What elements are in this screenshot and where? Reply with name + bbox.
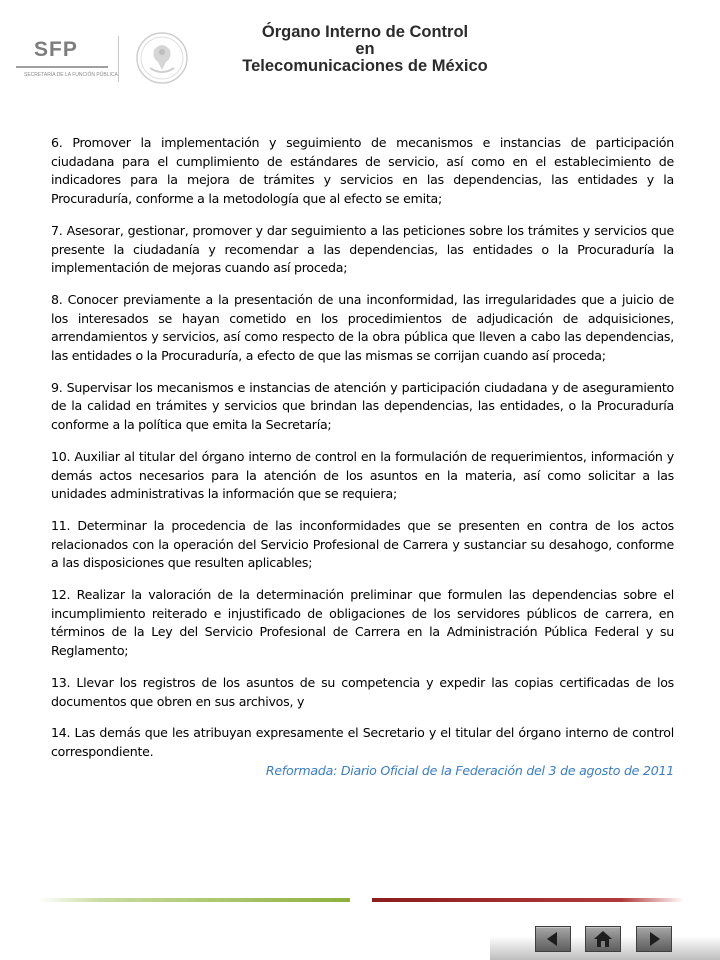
- next-button[interactable]: [636, 926, 672, 952]
- logo-divider: [118, 36, 119, 82]
- paragraph-9: 9. Supervisar los mecanismos e instancias de atención y participación ciudadana y de aseguramiento de la calidad en trámites y servicios que brindan las dependencias, las entidades, o la Procuraduría conforme a la política que emita la Secretaría;: [51, 379, 674, 433]
- previous-button[interactable]: [535, 926, 571, 952]
- title-line-2: en: [355, 40, 375, 58]
- sfp-logo-rule: [16, 66, 108, 68]
- sfp-logo: [14, 30, 194, 86]
- paragraph-12: 12. Realizar la valoración de la determinación preliminar que formulen las dependencias sobre el incumplimiento reiterado e injustificado de obligaciones de los servidores públicos de carrera, en términos de la Ley del Servicio Profesional de Carrera en la Administración Pública Federal y su Reglamento;: [51, 587, 674, 659]
- sfp-logo-subtitle: SECRETARÍA DE LA FUNCIÓN PÚBLICA: [24, 72, 118, 78]
- paragraph-6: 6. Promover la implementación y seguimiento de mecanismos e instancias de participación ciudadana para el cumplimiento de estándares de servicio, así como en el establecimiento de indicadores para la mejora de trámites y servicios en las dependencias, las entidades y la Procuraduría, conforme a la metodología que al efecto se emita;: [51, 135, 674, 207]
- paragraph-11: 11. Determinar la procedencia de las inconformidades que se presenten en contra de los actos relacionados con la operación del Servicio Profesional de Carrera y sustanciar su desahogo, conforme a las disposiciones que resulten aplicables;: [51, 517, 674, 571]
- paragraph-10: 10. Auxiliar al titular del órgano interno de control en la formulación de requerimientos, información y demás actos necesarios para la atención de los asuntos en la materia, así como solicitar a las unidades administrativas la información que se requiera;: [51, 448, 674, 502]
- reform-note: Reformada: Diario Oficial de la Federación del 3 de agosto de 2011: [265, 762, 674, 778]
- paragraph-14: 14. Las demás que les atribuyan expresamente el Secretario y el titular del órgano interno de control correspondiente.: [51, 725, 674, 759]
- home-icon: [592, 930, 614, 948]
- paragraph-8: 8. Conocer previamente a la presentación de una inconformidad, las irregularidades que a juicio de los interesados se hayan cometido en los procedimientos de adjudicación de adquisiciones, arrendamientos y servicios, así como respecto de la obra pública que lleven a cabo las dependencias, las entidades o la Procuraduría, a efecto de que las mismas se corrijan cuando así proceda;: [51, 291, 674, 364]
- arrow-left-icon: [543, 930, 563, 948]
- title-line-1: Órgano Interno de Control: [261, 23, 469, 41]
- paragraph-13: 13. Llevar los registros de los asuntos de su competencia y expedir las copias certificadas de los documentos que obren en sus archivos, y: [51, 674, 674, 709]
- footer-bar-green: [38, 898, 350, 902]
- paragraph-7: 7. Asesorar, gestionar, promover y dar seguimiento a las peticiones sobre los trámites y servicios que presente la ciudadanía y recomendar a las dependencias, las entidades o la Procuraduría la implementación de mejoras cuando así proceda;: [51, 222, 674, 276]
- page-title: [210, 24, 520, 75]
- arrow-right-icon: [644, 930, 664, 948]
- footer-bar-red: [372, 898, 684, 902]
- sfp-logo-text: SFP: [34, 38, 78, 61]
- document-body: [51, 134, 674, 780]
- home-button[interactable]: [585, 926, 621, 952]
- title-line-3: Telecomunicaciones de México: [242, 57, 488, 75]
- coat-of-arms-seal-icon: [132, 30, 192, 86]
